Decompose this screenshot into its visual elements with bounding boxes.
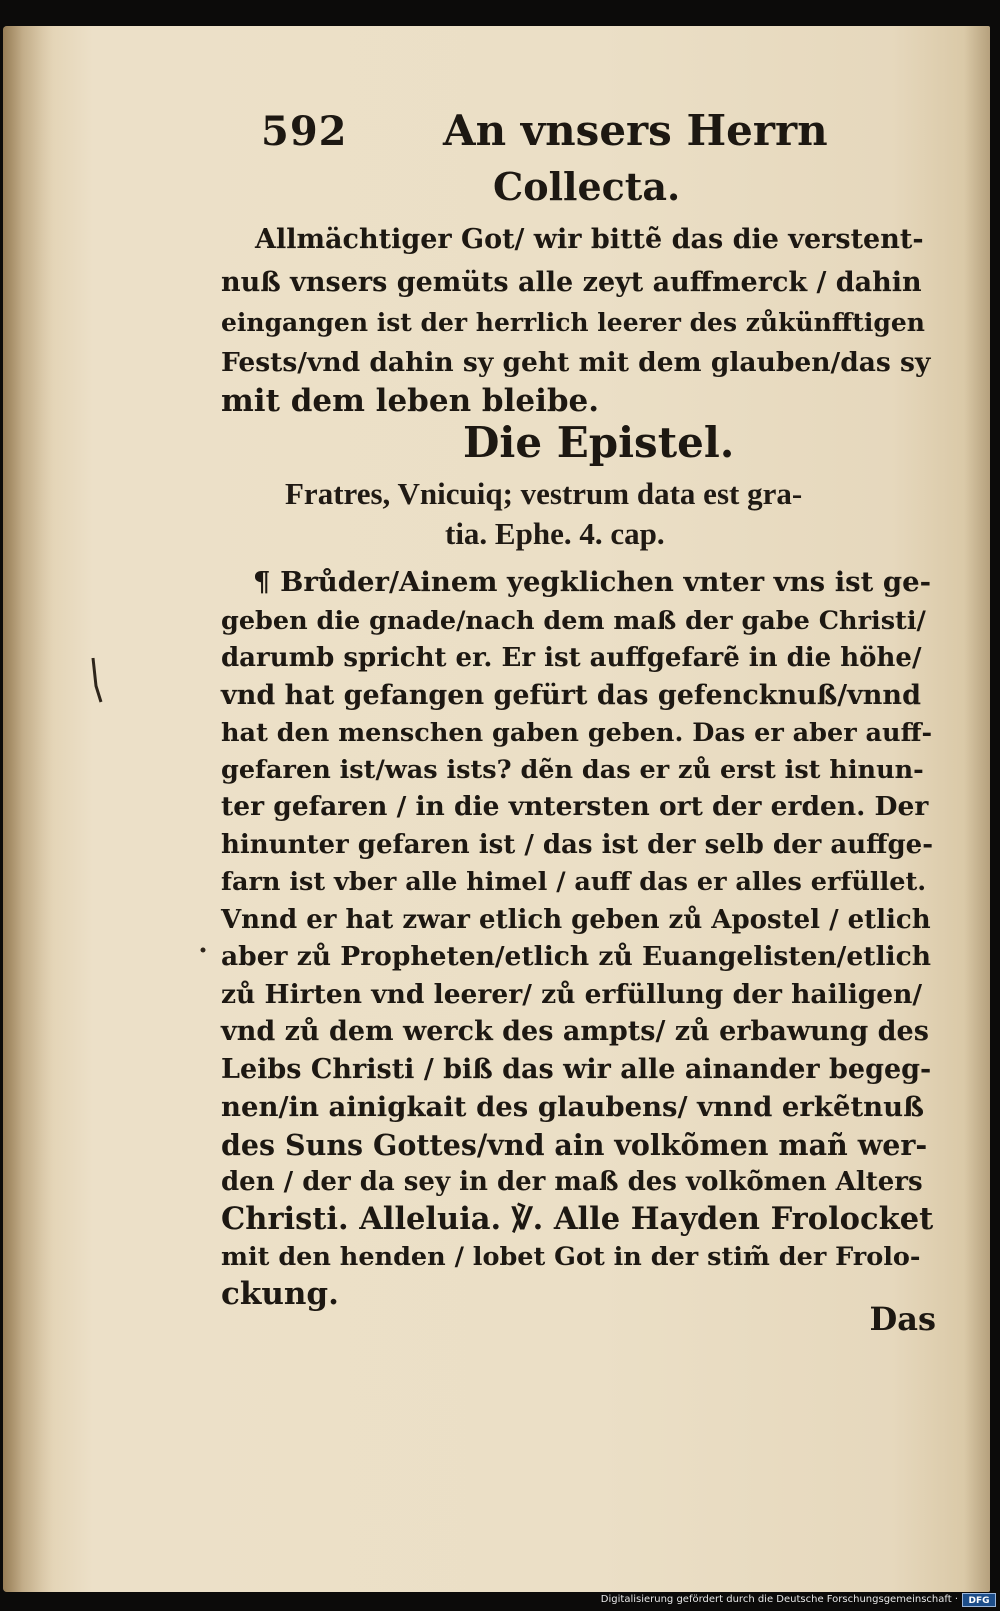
epistel-line: hinunter gefaren ist / das ist der selb der auffge- [221,830,933,860]
margin-dot-mark [199,946,207,954]
collecta-line: nuß vnsers gemüts alle zeyt auffmerck / dahin [221,267,922,298]
collecta-heading: Collecta. [493,164,681,209]
epistel-line: zů Hirten vnd leerer/ zů erfüllung der hailigen/ [221,979,923,1010]
dfg-logo: DFG [962,1593,996,1607]
epistel-line: geben die gnade/nach dem maß der gabe Christi/ [221,606,926,636]
page-number: 592 [261,108,348,155]
running-head: An vnsers Herrn [443,106,828,155]
footer-band [0,1592,1000,1611]
epistel-line: farn ist vber alle himel / auff das er alles erfüllet. [221,867,927,897]
epistel-line: gefaren ist/was ists? dẽn das er zů erst ist hinun- [221,755,924,785]
epistel-line: den / der da sey in der maß des volkõmen Alters [221,1167,923,1197]
latin-incipit-line: Fratres, Vnicuiq; vestrum data est gra- [285,476,803,511]
epistel-line: mit den henden / lobet Got in der stim̃ der Frolo- [221,1242,921,1272]
collecta-line: eingangen ist der herrlich leerer des zůkünfftigen [221,308,925,337]
epistel-line: vnd zů dem werck des ampts/ zů erbawung des [221,1016,929,1047]
margin-stroke-mark [87,656,107,706]
collecta-line: mit dem leben bleibe. [221,383,600,419]
epistel-line: ¶ Brůder/Ainem yegklichen vnter vns ist ge- [253,566,932,598]
epistel-line: des Suns Gottes/vnd ain volkõmen mañ wer- [221,1128,928,1162]
epistel-line: Leibs Christi / biß das wir alle ainander begeg- [221,1054,932,1085]
epistel-line: ter gefaren / in die vntersten ort der erden. Der [221,791,929,822]
epistel-line: hat den menschen gaben geben. Das er aber auff- [221,718,933,748]
epistel-heading: Die Epistel. [463,418,735,467]
epistel-line: Christi. Alleluia. ℣. Alle Hayden Frolocket [221,1201,934,1237]
catchword: Das [869,1300,936,1338]
epistel-line: darumb spricht er. Er ist auffgefarẽ in die höhe/ [221,643,922,673]
collecta-line: Allmächtiger Got/ wir bittẽ das die verstent- [255,224,924,255]
book-page [3,26,990,1592]
page-header [243,102,828,162]
epistel-line: aber zů Propheten/etlich zů Euangelisten/etlich [221,941,931,972]
epistel-line: vnd hat gefangen gefürt das gefencknuß/vnnd [221,680,921,711]
funding-credit: Digitalisierung gefördert durch die Deutsche Forschungsgemeinschaft · [600,1594,958,1605]
epistel-line: nen/in ainigkait des glaubens/ vnnd erkẽtnuß [221,1091,925,1123]
epistel-line: Vnnd er hat zwar etlich geben zů Apostel / etlich [221,905,931,935]
latin-incipit-line: tia. Ephe. 4. cap. [445,516,665,551]
collecta-line: Fests/vnd dahin sy geht mit dem glauben/das sy [221,347,931,378]
epistel-line: ckung. [221,1276,339,1312]
